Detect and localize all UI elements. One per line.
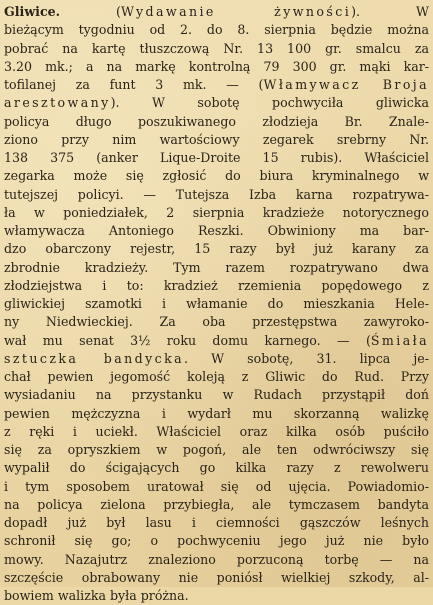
article-line	[4, 423, 429, 441]
article-text: i tym sposobem uratował się od ujęcia. Powiadomio-	[4, 478, 429, 494]
article-text: złodziejstwa i to: kradzież rzemienia popędowego z	[4, 277, 429, 293]
article-line	[4, 313, 429, 331]
article-line	[4, 532, 429, 550]
article-line	[4, 350, 429, 368]
article-line	[4, 222, 429, 240]
article-text: dopadł już był lasu i ciemności gąszczów leśnych	[4, 515, 429, 530]
article-line	[4, 405, 429, 423]
news-article-body	[4, 3, 429, 605]
article-line	[4, 386, 429, 404]
article-text: policya długo poszukiwanego złodzieja Br. Znale-	[4, 113, 429, 129]
article-line	[4, 3, 429, 21]
article-text: bieżącym tygodniu od 2. do 8. sierpnia będzie można	[4, 22, 429, 38]
article-text: z ręki i uciekł. Właściciel oraz kilka osób puściło	[4, 423, 429, 439]
article-text: ). W sobotę pochwyciła gliwicka	[110, 95, 429, 111]
article-text: zegarka może się zgłosić do biura kryminalnego w	[4, 168, 429, 184]
article-line	[4, 204, 429, 222]
article-text: ziono przy nim wartościowy zegarek srebrny Nr.	[4, 131, 429, 147]
article-text: chał pewien jegomość koleją z Gliwic do Rud. Przy	[4, 369, 429, 384]
article-text: dzo obarczony rejestr, 15 razy był już karany za	[4, 241, 429, 257]
article-line	[4, 478, 429, 496]
article-line	[4, 514, 429, 532]
article-text: zbrodnie kradzieży. Tym razem rozpatrywano dwa	[4, 259, 429, 275]
spaced-headline: sztuczka bandycka	[4, 350, 185, 366]
article-line	[4, 569, 429, 587]
article-text: tofilanej za funt 3 mk. — (	[4, 77, 264, 92]
article-text: na policya zielona przybiegła, ale tymczasem bandyta	[4, 496, 429, 512]
article-line	[4, 21, 429, 39]
article-line	[4, 295, 429, 313]
article-line	[4, 368, 429, 386]
article-line	[4, 277, 429, 295]
article-text: wał mu senat 3½ roku domu karnego. — (	[4, 332, 371, 348]
article-text: pewien mężczyzna i wydarł mu skorzanną walizkę	[4, 405, 429, 421]
article-text: szczęście obrabowany nie poniósł wielkiej szkody, al-	[4, 569, 429, 585]
article-text: ła w poniedziałek, 2 sierpnia kradzieże notorycznego	[4, 204, 429, 220]
article-text: gliwickiej szamotki i włamanie do mieszkania Hele-	[4, 296, 429, 311]
article-line	[4, 76, 429, 94]
article-text: 138 375 (anker Lique-Droite 15 rubis). Właściciel	[4, 150, 429, 165]
article-line	[4, 167, 429, 185]
article-line	[4, 459, 429, 477]
article-text: 3.20 mk.; a na markę kontrolną 79 300 gr. mąki kar-	[4, 58, 429, 74]
spaced-headline: aresztowany	[4, 95, 111, 111]
article-line	[4, 240, 429, 258]
article-text: ). W	[351, 4, 429, 19]
article-line	[4, 149, 429, 167]
article-text: schronił się go; o pochwyceniu jego już nie było	[4, 533, 429, 549]
spaced-headline: Włamywacz Broja	[263, 77, 430, 92]
article-text: . W sobotę, 31. lipca je-	[184, 350, 429, 366]
spaced-headline: Wydawanie żywności	[120, 4, 352, 19]
article-line	[4, 40, 429, 58]
article-text: się za opryszkiem w pogoń, ale ten odwróciwszy się	[4, 442, 429, 457]
article-line	[4, 587, 429, 605]
article-text: bowiem walizka była próżna.	[4, 588, 189, 603]
article-line	[4, 441, 429, 459]
article-line	[4, 332, 429, 350]
article-line	[4, 113, 429, 131]
article-text: (	[60, 4, 121, 19]
article-title: Gliwice.	[4, 4, 61, 19]
article-line	[4, 131, 429, 149]
article-line	[4, 186, 429, 204]
article-line	[4, 551, 429, 569]
article-text: tutejszej policyi. — Tutejsza Izba karna rozpatrywa-	[4, 186, 429, 202]
article-text: ny Niedwieckiej. Za oba przestępstwa zawyroko-	[4, 314, 429, 330]
article-line	[4, 94, 429, 112]
article-text: mowy. Nazajutrz znaleziono porzuconą torbę — na	[4, 551, 429, 567]
article-text: wypalił do ścigających go kilka razy z rewolweru	[4, 460, 429, 476]
article-line	[4, 259, 429, 277]
article-text: wysiadaniu na przystanku w Rudach przystąpił doń	[4, 387, 429, 403]
spaced-headline: Śmiała	[370, 332, 429, 348]
article-text: pobrać na kartę tłuszczową Nr. 13 100 gr. smalcu za	[4, 40, 429, 56]
article-line	[4, 496, 429, 514]
article-line	[4, 58, 429, 76]
article-text: włamywacza Antoniego Reszki. Obwiniony ma bar-	[4, 223, 429, 238]
